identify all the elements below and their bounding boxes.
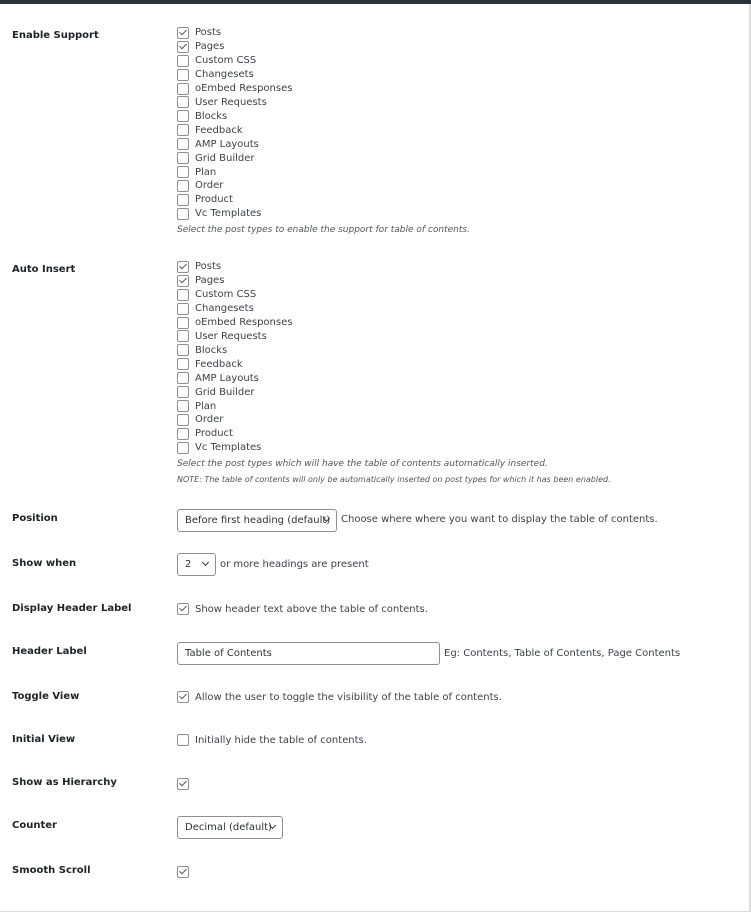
enable-support-checkbox[interactable] (177, 208, 189, 220)
enable-support-option-label: Changesets (195, 69, 254, 81)
enable-support-option[interactable] (177, 137, 292, 151)
auto-insert-checkbox[interactable] (177, 386, 189, 398)
enable-support-label: Enable Support (12, 30, 99, 41)
enable-support-checkbox[interactable] (177, 194, 189, 206)
auto-insert-checkbox[interactable] (177, 400, 189, 412)
auto-insert-option[interactable] (177, 302, 292, 316)
auto-insert-checkbox[interactable] (177, 414, 189, 426)
enable-support-option-label: AMP Layouts (195, 138, 259, 150)
auto-insert-checkbox-list (177, 260, 292, 455)
auto-insert-checkbox[interactable] (177, 261, 189, 273)
auto-insert-option[interactable] (177, 288, 292, 302)
position-select-value: Before first heading (default) (185, 515, 331, 526)
enable-support-option[interactable] (177, 165, 292, 179)
auto-insert-option[interactable] (177, 343, 292, 357)
enable-support-option[interactable] (177, 109, 292, 123)
counter-select-value: Decimal (default) (185, 822, 272, 833)
auto-insert-option[interactable] (177, 371, 292, 385)
counter-select[interactable] (177, 816, 283, 839)
enable-support-option[interactable] (177, 40, 292, 54)
toggle-view-checkbox[interactable] (177, 691, 189, 703)
chevron-down-icon (202, 559, 209, 566)
enable-support-option-label: Pages (195, 41, 225, 53)
enable-support-option[interactable] (177, 179, 292, 193)
enable-support-option-label: Grid Builder (195, 152, 255, 164)
show-as-hierarchy-label: Show as Hierarchy (12, 777, 117, 788)
enable-support-checkbox[interactable] (177, 96, 189, 108)
smooth-scroll-option[interactable] (177, 866, 195, 878)
enable-support-option-label: Feedback (195, 124, 243, 136)
show-when-label: Show when (12, 558, 77, 569)
enable-support-option-label: Posts (195, 27, 222, 39)
toggle-view-option[interactable] (177, 691, 502, 703)
auto-insert-option-label: Pages (195, 275, 225, 287)
admin-top-bar (0, 0, 751, 4)
auto-insert-checkbox[interactable] (177, 303, 189, 315)
auto-insert-option-label: Vc Templates (195, 442, 262, 454)
smooth-scroll-checkbox[interactable] (177, 866, 189, 878)
enable-support-option-label: User Requests (195, 96, 267, 108)
header-label-label: Header Label (12, 646, 87, 657)
enable-support-option[interactable] (177, 96, 292, 110)
initial-view-option[interactable] (177, 734, 367, 746)
enable-support-option-label: Plan (195, 166, 217, 178)
auto-insert-option[interactable] (177, 413, 292, 427)
auto-insert-option-label: Blocks (195, 344, 228, 356)
auto-insert-option[interactable] (177, 260, 292, 274)
enable-support-option[interactable] (177, 207, 292, 221)
auto-insert-option-label: AMP Layouts (195, 372, 259, 384)
enable-support-option[interactable] (177, 68, 292, 82)
enable-support-checkbox[interactable] (177, 152, 189, 164)
auto-insert-note: NOTE: The table of contents will only be automatically inserted on post types for which it has been enabled. (177, 475, 611, 484)
auto-insert-option-label: Custom CSS (195, 289, 257, 301)
show-as-hierarchy-checkbox[interactable] (177, 778, 189, 790)
auto-insert-option[interactable] (177, 399, 292, 413)
auto-insert-checkbox[interactable] (177, 428, 189, 440)
auto-insert-option[interactable] (177, 330, 292, 344)
auto-insert-option[interactable] (177, 427, 292, 441)
auto-insert-description: Select the post types which will have the table of contents automatically inserted. (177, 459, 548, 469)
enable-support-checkbox[interactable] (177, 55, 189, 67)
auto-insert-label: Auto Insert (12, 264, 76, 275)
enable-support-checkbox[interactable] (177, 83, 189, 95)
toggle-view-text: Allow the user to toggle the visibility of the table of contents. (195, 691, 502, 703)
auto-insert-checkbox[interactable] (177, 372, 189, 384)
auto-insert-option-label: Grid Builder (195, 386, 255, 398)
auto-insert-option-label: Product (195, 428, 233, 440)
display-header-label-option[interactable] (177, 603, 428, 615)
initial-view-text: Initially hide the table of contents. (195, 734, 367, 746)
show-when-help-text: or more headings are present (220, 559, 369, 570)
counter-label: Counter (12, 820, 57, 831)
auto-insert-option-label: Posts (195, 261, 222, 273)
show-when-select[interactable] (177, 553, 216, 576)
enable-support-option[interactable] (177, 82, 292, 96)
display-header-label-label: Display Header Label (12, 603, 132, 614)
enable-support-checkbox[interactable] (177, 27, 189, 39)
enable-support-option[interactable] (177, 123, 292, 137)
enable-support-option[interactable] (177, 193, 292, 207)
auto-insert-option[interactable] (177, 316, 292, 330)
auto-insert-option[interactable] (177, 385, 292, 399)
display-header-label-checkbox[interactable] (177, 603, 189, 615)
enable-support-option[interactable] (177, 54, 292, 68)
position-select[interactable] (177, 509, 337, 532)
auto-insert-option-label: Feedback (195, 358, 243, 370)
auto-insert-option[interactable] (177, 441, 292, 455)
enable-support-option-label: Custom CSS (195, 55, 257, 67)
enable-support-checkbox[interactable] (177, 41, 189, 53)
enable-support-option-label: oEmbed Responses (195, 83, 293, 95)
enable-support-description: Select the post types to enable the support for table of contents. (177, 225, 470, 235)
auto-insert-option[interactable] (177, 274, 292, 288)
auto-insert-checkbox[interactable] (177, 344, 189, 356)
auto-insert-option-label: Changesets (195, 303, 254, 315)
auto-insert-checkbox[interactable] (177, 289, 189, 301)
enable-support-checkbox[interactable] (177, 180, 189, 192)
position-help-text: Choose where where you want to display the table of contents. (341, 514, 658, 525)
auto-insert-checkbox[interactable] (177, 442, 189, 454)
toggle-view-label: Toggle View (12, 691, 80, 702)
enable-support-option[interactable] (177, 26, 292, 40)
auto-insert-option-label: Plan (195, 400, 217, 412)
enable-support-option-label: Blocks (195, 110, 228, 122)
enable-support-checkbox[interactable] (177, 124, 189, 136)
show-when-select-value: 2 (185, 559, 192, 570)
position-label: Position (12, 513, 58, 524)
header-label-help-text: Eg: Contents, Table of Contents, Page Contents (444, 648, 681, 659)
enable-support-option[interactable] (177, 151, 292, 165)
auto-insert-checkbox[interactable] (177, 330, 189, 342)
auto-insert-checkbox[interactable] (177, 317, 189, 329)
auto-insert-option[interactable] (177, 357, 292, 371)
initial-view-checkbox[interactable] (177, 734, 189, 746)
show-as-hierarchy-option[interactable] (177, 778, 195, 790)
enable-support-checkbox-list (177, 26, 292, 221)
auto-insert-option-label: Order (195, 414, 224, 426)
enable-support-option-label: Vc Templates (195, 208, 262, 220)
auto-insert-checkbox[interactable] (177, 275, 189, 287)
smooth-scroll-label: Smooth Scroll (12, 865, 91, 876)
header-label-input[interactable]: Table of Contents (177, 642, 440, 665)
enable-support-option-label: Order (195, 180, 224, 192)
enable-support-checkbox[interactable] (177, 69, 189, 81)
enable-support-checkbox[interactable] (177, 166, 189, 178)
initial-view-label: Initial View (12, 734, 76, 745)
auto-insert-checkbox[interactable] (177, 358, 189, 370)
display-header-label-text: Show header text above the table of contents. (195, 603, 428, 615)
auto-insert-option-label: oEmbed Responses (195, 317, 293, 329)
enable-support-option-label: Product (195, 194, 233, 206)
auto-insert-option-label: User Requests (195, 330, 267, 342)
enable-support-checkbox[interactable] (177, 110, 189, 122)
enable-support-checkbox[interactable] (177, 138, 189, 150)
